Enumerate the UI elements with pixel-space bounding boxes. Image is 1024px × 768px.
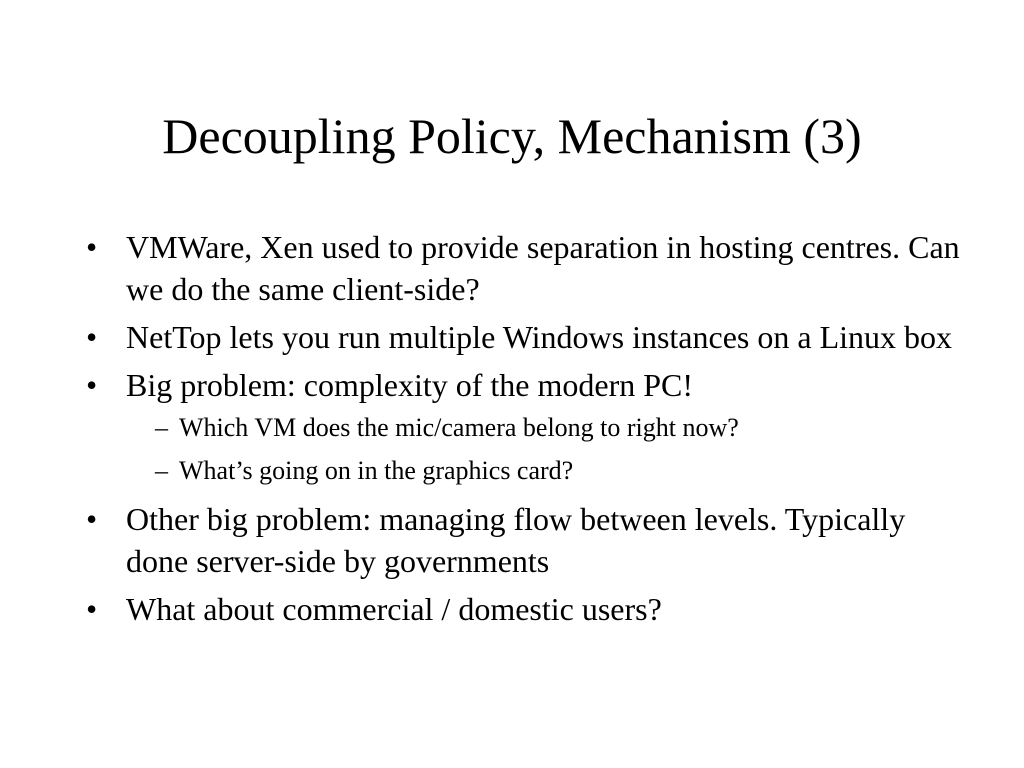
- sub-bullet-text: Which VM does the mic/camera belong to right now?: [179, 413, 739, 442]
- bullet-item: [86, 588, 966, 630]
- bullet-text: What about commercial / domestic users?: [126, 591, 662, 627]
- bullet-text: NetTop lets you run multiple Windows instances on a Linux box: [126, 319, 952, 355]
- bullet-item: [86, 364, 966, 492]
- sub-bullet-item: [134, 449, 966, 492]
- bullet-item: [86, 498, 966, 582]
- bullet-item: [86, 226, 966, 310]
- sub-bullet-item: [134, 406, 966, 449]
- bullet-icon: •: [86, 591, 98, 627]
- dash-icon: –: [155, 456, 168, 485]
- slide-title: Decoupling Policy, Mechanism (3): [162, 108, 862, 164]
- bullet-icon: •: [86, 229, 98, 265]
- bullet-item: [86, 316, 966, 358]
- bullet-icon: •: [86, 319, 98, 355]
- bullet-list: [86, 226, 966, 636]
- sub-bullet-text: What’s going on in the graphics card?: [179, 456, 574, 485]
- dash-icon: –: [155, 413, 168, 442]
- bullet-text: Big problem: complexity of the modern PC!: [126, 367, 694, 403]
- bullet-text: Other big problem: managing flow between levels. Typically done server-side by governments: [126, 501, 906, 579]
- bullet-text: VMWare, Xen used to provide separation in hosting centres. Can we do the same client-side?: [126, 229, 960, 307]
- bullet-icon: •: [86, 501, 98, 537]
- bullet-icon: •: [86, 367, 98, 403]
- sub-bullet-list: [126, 406, 966, 492]
